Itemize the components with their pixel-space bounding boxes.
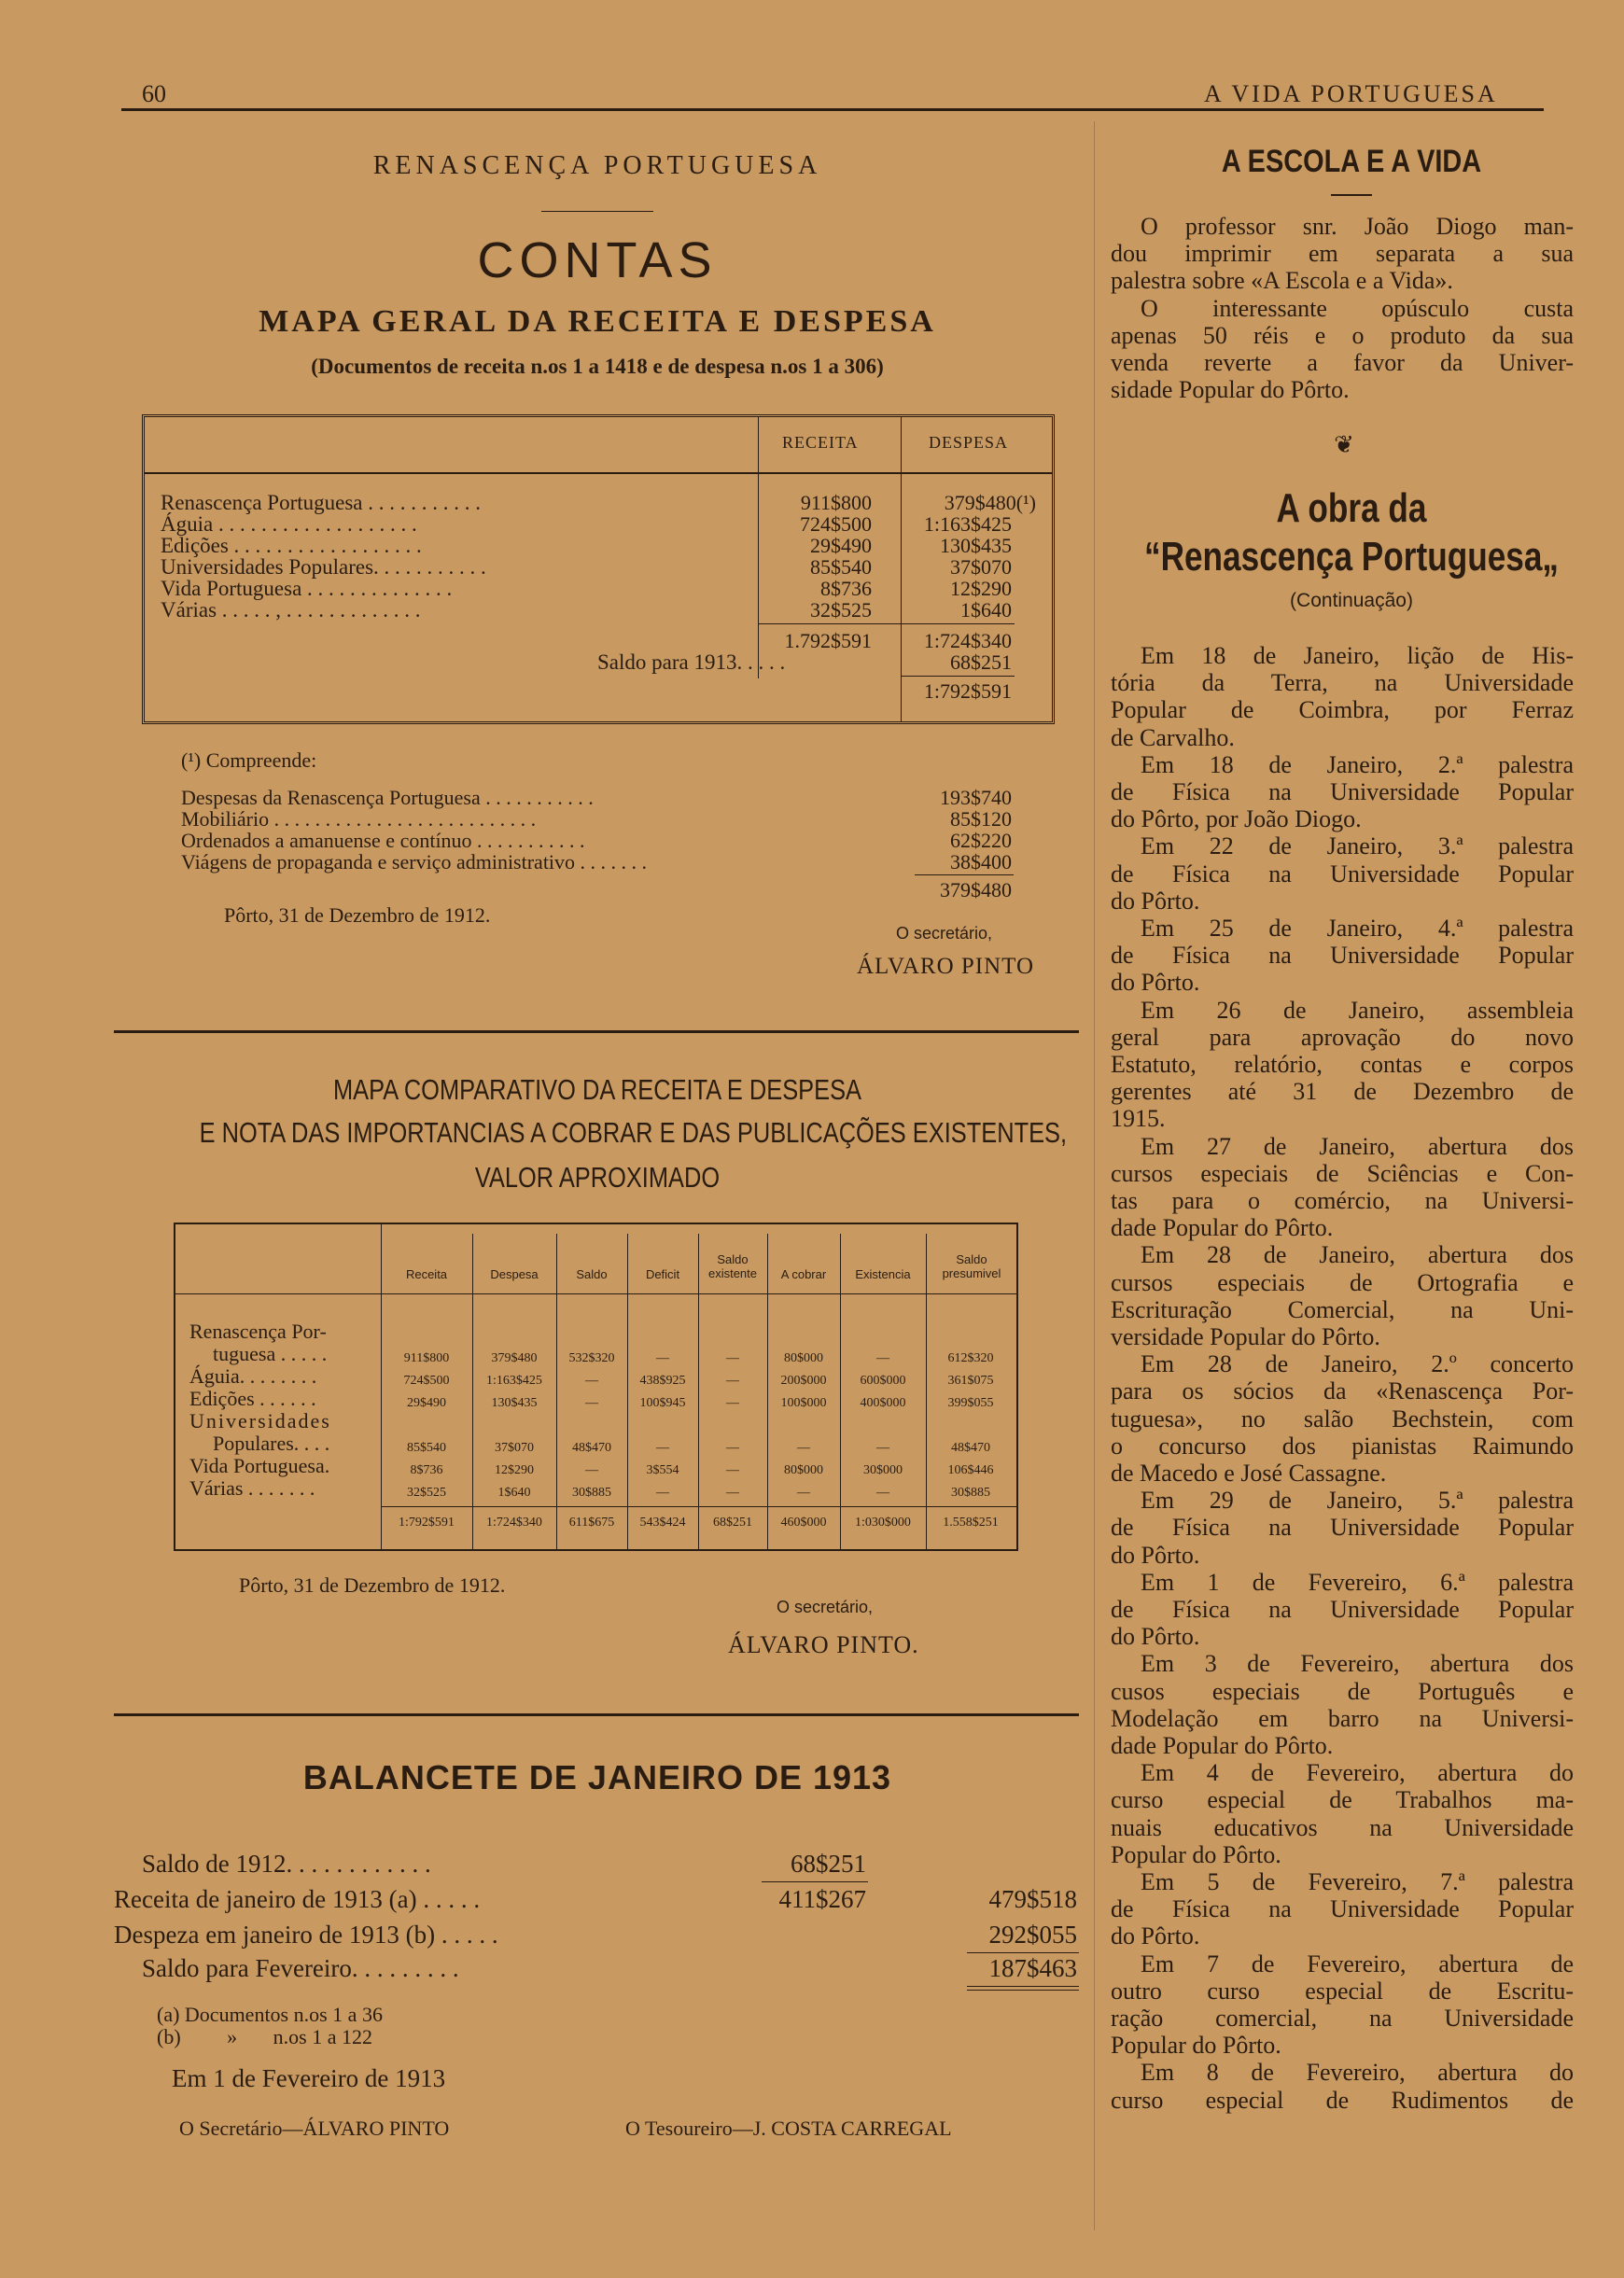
balancete-col2-value: 187$463	[988, 1954, 1077, 1982]
article-line: o concurso dos pianistas Raimundo	[1111, 1432, 1574, 1460]
footnote-item-value: 193$740	[940, 786, 1012, 809]
footnote-item-label: Ordenados a amanuense e contínuo . . . . . . . . . . .	[181, 829, 585, 852]
table2-total-cell: 1.558$251	[943, 1516, 999, 1530]
fleuron-icon: ❦	[1334, 431, 1354, 458]
article-line: dade Popular do Pôrto.	[1111, 1732, 1334, 1759]
article-line: Em 22 de Janeiro, 3.ª palestra	[1141, 832, 1574, 860]
table2-row-label: Renascença Por-	[189, 1320, 327, 1343]
table1-receita-value: 29$490	[810, 534, 872, 557]
article-line: Em 5 de Fevereiro, 7.ª palestra	[1141, 1868, 1574, 1895]
table2-header: Despesa	[490, 1267, 539, 1281]
table2-cell: —	[656, 1441, 669, 1455]
table2-header: Existencia	[855, 1267, 911, 1281]
comparative-title-line3: VALOR APROXIMADO	[474, 1161, 721, 1194]
article-line: apenas 50 réis e o produto da sua	[1111, 321, 1574, 349]
balancete-final-rule	[967, 1986, 1079, 1987]
article-line: do Pôrto.	[1111, 1541, 1200, 1569]
article-line: ração comercial, na Universidade	[1111, 2005, 1574, 2032]
table2-row-label: Águia. . . . . . . .	[189, 1364, 317, 1388]
balancete-note-a: (a) Documentos n.os 1 a 36	[157, 2003, 383, 2026]
table1-receita-value: 724$500	[800, 512, 872, 536]
article-line: Modelação em barro na Universi-	[1111, 1704, 1574, 1732]
article-line: cursos especiais de Sciências e Con-	[1111, 1159, 1574, 1187]
table2-cell: 85$540	[407, 1441, 446, 1455]
article-line: Em 7 de Fevereiro, abertura de	[1141, 1950, 1574, 1978]
table2-row-label: Várias . . . . . . .	[189, 1476, 315, 1500]
receita-column-header: RECEITA	[782, 433, 859, 452]
balancete-secretary: O Secretário—ÁLVARO PINTO	[179, 2117, 450, 2140]
table1-despesa-value: 12$290	[950, 577, 1012, 600]
article-line: Em 28 de Janeiro, 2.º concerto	[1141, 1350, 1574, 1378]
escola-short-rule	[1331, 194, 1372, 196]
saldo-value: 68$251	[950, 650, 1012, 674]
header-rule	[121, 108, 1544, 111]
table2-header: Saldo existente	[707, 1252, 758, 1280]
footnote-total: 379$480	[940, 878, 1012, 901]
comparative-secretary-label: O secretário,	[777, 1598, 874, 1616]
footnote-item-label: Despesas da Renascença Portuguesa . . . . . . . . . . .	[181, 786, 594, 809]
table1-row-label: Várias . . . . . , . . . . . . . . . . . . .	[161, 598, 421, 622]
balancete-line-label: Receita de janeiro de 1913 (a) . . . . .	[114, 1885, 481, 1913]
article-line: geral para aprovação do novo	[1111, 1023, 1574, 1051]
table2-cell: 48$470	[951, 1441, 990, 1455]
escola-title: A ESCOLA E A VIDA	[1221, 144, 1482, 179]
article-line: de Física na Universidade Popular	[1111, 1895, 1574, 1923]
footnote-place-date: Pôrto, 31 de Dezembro de 1912.	[224, 903, 491, 927]
balancete-col1-value: 411$267	[778, 1885, 866, 1913]
article-line: curso especial de Trabalhos ma-	[1111, 1786, 1574, 1814]
table2-cell: 30$885	[951, 1486, 990, 1500]
table1-receita-value: 32$525	[810, 598, 872, 622]
article-line: palestra sobre «A Escola e a Vida».	[1111, 267, 1453, 295]
article-line: Popular de Coimbra, por Ferraz	[1111, 696, 1574, 724]
article-line: Em 8 de Fevereiro, abertura do	[1141, 2059, 1574, 2087]
balancete-line-label: Despeza em janeiro de 1913 (b) . . . . .	[114, 1921, 498, 1949]
table1-total-despesa: 1:724$340	[923, 629, 1012, 652]
table2-row-label: Populares. . . .	[213, 1432, 330, 1455]
table2-cell: 724$500	[403, 1374, 450, 1388]
section-divider	[114, 1030, 1079, 1033]
comparative-place-date: Pôrto, 31 de Dezembro de 1912.	[239, 1573, 506, 1597]
table2-cell: 612$320	[947, 1351, 994, 1365]
table2-cell: 1:163$425	[486, 1374, 542, 1388]
table2-cell: 30$000	[863, 1463, 903, 1477]
balancete-line-label: Saldo de 1912. . . . . . . . . . . .	[142, 1850, 431, 1878]
article-line: cursos especiais de Ortografia e	[1111, 1268, 1574, 1296]
table1-grand-rule	[901, 676, 1015, 677]
column-separator	[1094, 121, 1095, 2230]
article-line: de Física na Universidade Popular	[1111, 942, 1574, 970]
table1-despesa-value: 379$480(¹)	[944, 491, 1036, 514]
running-title: A VIDA PORTUGUESA	[1204, 80, 1498, 107]
article-line: do Pôrto.	[1111, 887, 1200, 915]
table1-receita-value: 8$736	[820, 577, 872, 600]
balancete-date: Em 1 de Fevereiro de 1913	[172, 2064, 446, 2092]
balancete-line-label: Saldo para Fevereiro. . . . . . . . .	[142, 1954, 459, 1982]
table2-total-cell: 1:724$340	[486, 1516, 542, 1530]
article-line: Em 3 de Fevereiro, abertura dos	[1141, 1650, 1574, 1678]
article-line: Popular do Pôrto.	[1111, 2032, 1281, 2060]
article-line: Em 18 de Janeiro, lição de His-	[1141, 642, 1574, 669]
section-divider	[114, 1713, 1079, 1716]
table2-cell: 100$945	[639, 1396, 686, 1410]
table2-cell: —	[585, 1374, 598, 1388]
table2-row-label: Universidades	[189, 1409, 331, 1432]
balancete-title: BALANCETE DE JANEIRO DE 1913	[302, 1758, 892, 1796]
table1-row-label: Águia . . . . . . . . . . . . . . . . . . .	[161, 512, 417, 536]
table2-cell: 1$640	[497, 1486, 531, 1500]
table2-cell: —	[585, 1463, 598, 1477]
comparative-title-line1: MAPA COMPARATIVO DA RECEITA E DESPESA	[333, 1073, 861, 1106]
table2-row-label: Vida Portuguesa.	[189, 1454, 330, 1477]
article-line: nuais educativos na Universidade	[1111, 1813, 1574, 1841]
table2-total-cell: 1:030$000	[855, 1516, 911, 1530]
obra-continuation: (Continuação)	[1290, 590, 1413, 611]
table2-cell: 361$075	[947, 1374, 994, 1388]
contas-title: CONTAS	[477, 232, 718, 288]
table2-cell: 80$000	[784, 1351, 823, 1365]
table2-cell: —	[585, 1396, 598, 1410]
table2-row-label: Edições . . . . . .	[189, 1387, 316, 1410]
table1-despesa-value: 1$640	[960, 598, 1012, 622]
table2-cell: 106$446	[947, 1463, 994, 1477]
table2-cell: —	[726, 1374, 739, 1388]
obra-title-line2: “Renascença Portuguesa„	[1143, 534, 1560, 580]
table2-cell: 438$925	[639, 1374, 686, 1388]
table2-cell: 80$000	[784, 1463, 823, 1477]
balancete-col2-rule	[967, 1952, 1079, 1953]
balancete-col2-value: 479$518	[988, 1885, 1077, 1913]
table2-cell: 30$885	[572, 1486, 611, 1500]
table2-cell: 3$554	[646, 1463, 679, 1477]
section-title: RENASCENÇA PORTUGUESA	[372, 151, 822, 180]
article-line: Estatuto, relatório, contas e corpos	[1111, 1051, 1574, 1078]
article-line: O professor snr. João Diogo man-	[1141, 213, 1574, 240]
table1-row-label: Vida Portuguesa . . . . . . . . . . . . . .	[161, 577, 453, 600]
table2-header: Saldo	[576, 1267, 608, 1281]
table2-cell: 12$290	[495, 1463, 534, 1477]
footnote-marker: (¹) Compreende:	[181, 748, 317, 772]
article-line: para os sócios da «Renascença Por-	[1111, 1377, 1574, 1405]
article-line: Escrituração Comercial, na Uni-	[1111, 1295, 1574, 1323]
footnote-item-value: 85$120	[950, 807, 1012, 831]
table2-cell: 8$736	[410, 1463, 443, 1477]
table2-cell: 48$470	[572, 1441, 611, 1455]
comparative-title-line2: E NOTA DAS IMPORTANCIAS A COBRAR E DAS PUBLICAÇÕES EXISTENTES,	[199, 1116, 1068, 1149]
table2-total-rule	[381, 1506, 1016, 1507]
footnote-secretary-label: O secretário,	[896, 924, 993, 943]
article-line: Em 29 de Janeiro, 5.ª palestra	[1141, 1487, 1574, 1515]
table2-cell: 911$800	[403, 1351, 450, 1365]
article-line: sidade Popular do Pôrto.	[1111, 376, 1350, 404]
article-line: cusos especiais de Português e	[1111, 1677, 1574, 1705]
table2-cell: —	[797, 1486, 810, 1500]
balancete-col2-value: 292$055	[988, 1921, 1077, 1949]
table1-header-rule	[145, 472, 1052, 474]
article-line: Em 27 de Janeiro, abertura dos	[1141, 1132, 1574, 1160]
article-line: Em 4 de Fevereiro, abertura do	[1141, 1759, 1574, 1787]
table2-total-cell: 543$424	[639, 1516, 686, 1530]
despesa-column-header: DESPESA	[929, 433, 1009, 452]
table2-header: A cobrar	[780, 1267, 827, 1281]
balancete-col1-value: 68$251	[791, 1850, 866, 1878]
article-line: do Pôrto.	[1111, 969, 1200, 997]
table2-cell: —	[876, 1351, 889, 1365]
article-line: de Macedo e José Cassagne.	[1111, 1460, 1387, 1487]
footnote-item-label: Mobiliário . . . . . . . . . . . . . . . . . . . . . . . . . .	[181, 807, 537, 831]
table2-cell: 130$435	[491, 1396, 538, 1410]
table2-cell: —	[876, 1441, 889, 1455]
table1-despesa-value: 130$435	[940, 534, 1012, 557]
footnote-item-value: 62$220	[950, 829, 1012, 852]
table1-grand-total: 1:792$591	[923, 679, 1012, 703]
footnote-secretary-name: ÁLVARO PINTO	[857, 954, 1035, 979]
table2-cell: —	[726, 1486, 739, 1500]
table2-cell: —	[726, 1463, 739, 1477]
table2-cell: 379$480	[491, 1351, 538, 1365]
balancete-final-rule	[967, 1990, 1079, 1991]
table1-row-label: Renascença Portuguesa . . . . . . . . . . .	[161, 491, 482, 514]
article-line: Em 28 de Janeiro, abertura dos	[1141, 1241, 1574, 1269]
table1-total-rule	[758, 623, 1015, 624]
table2-cell: 400$000	[860, 1396, 906, 1410]
table2-cell: —	[656, 1351, 669, 1365]
balancete-treasurer: O Tesoureiro—J. COSTA CARREGAL	[625, 2117, 952, 2140]
article-line: Em 18 de Janeiro, 2.ª palestra	[1141, 750, 1574, 778]
table2-total-cell: 611$675	[568, 1516, 615, 1530]
table2-cell: 32$525	[407, 1486, 446, 1500]
article-line: dade Popular do Pôrto.	[1111, 1214, 1334, 1242]
article-line: Em 25 de Janeiro, 4.ª palestra	[1141, 915, 1574, 942]
table2-header: Receita	[405, 1267, 448, 1281]
article-line: do Pôrto, por João Diogo.	[1111, 805, 1362, 833]
article-line: tuguesa», no salão Bechstein, com	[1111, 1405, 1574, 1432]
article-line: versidade Popular do Pôrto.	[1111, 1323, 1380, 1350]
table1-despesa-value: 37$070	[950, 555, 1012, 579]
table2-total-cell: 460$000	[780, 1516, 827, 1530]
table2-header: Deficit	[645, 1267, 680, 1281]
table2-cell: 200$000	[780, 1374, 827, 1388]
mapa-geral-title: MAPA GERAL DA RECEITA E DESPESA	[259, 304, 936, 339]
mapa-geral-subtitle: (Documentos de receita n.os 1 a 1418 e de despesa n.os 1 a 306)	[311, 355, 884, 378]
table2-cell: —	[876, 1486, 889, 1500]
table2-cell: —	[656, 1486, 669, 1500]
table2-col-divider	[926, 1234, 927, 1549]
obra-title-line1: A obra da	[1276, 485, 1427, 531]
table1-despesa-value: 1:163$425	[923, 512, 1012, 536]
table2-cell: 600$000	[860, 1374, 906, 1388]
balancete-note-b: (b) » n.os 1 a 122	[157, 2025, 372, 2048]
table2-row-label: tuguesa . . . . .	[213, 1342, 328, 1365]
footnote-item-label: Viágens de propaganda e serviço administrativo . . . . . . .	[181, 850, 648, 873]
article-line: do Pôrto.	[1111, 1623, 1200, 1651]
table2-cell: 399$055	[947, 1396, 994, 1410]
table1-total-receita: 1.792$591	[784, 629, 872, 652]
article-line: curso especial de Rudimentos de	[1111, 2086, 1574, 2114]
table2-cell: —	[726, 1351, 739, 1365]
article-line: de Física na Universidade Popular	[1111, 1596, 1574, 1623]
table2-cell: —	[726, 1396, 739, 1410]
comparative-secretary-name: ÁLVARO PINTO.	[728, 1631, 919, 1658]
article-line: venda reverte a favor da Univer-	[1111, 349, 1574, 376]
table2-cell: 532$320	[568, 1351, 615, 1365]
footnote-item-value: 38$400	[950, 850, 1012, 873]
article-line: outro curso especial de Escritu-	[1111, 1977, 1574, 2005]
article-line: Em 26 de Janeiro, assembleia	[1141, 996, 1574, 1024]
table1-receita-value: 911$800	[800, 491, 872, 514]
table2-total-cell: 1:792$591	[399, 1516, 455, 1530]
table2-cell: 37$070	[495, 1441, 534, 1455]
article-line: do Pôrto.	[1111, 1922, 1200, 1950]
footnote-total-rule	[915, 874, 1014, 875]
table2-cell: —	[797, 1441, 810, 1455]
article-line: de Carvalho.	[1111, 723, 1235, 751]
article-line: dou imprimir em separata a sua	[1111, 240, 1574, 268]
table2-header: Saldo presumivel	[942, 1252, 1001, 1280]
article-line: de Física na Universidade Popular	[1111, 778, 1574, 805]
table2-col-divider	[698, 1234, 699, 1549]
table1-receita-value: 85$540	[810, 555, 872, 579]
table2-cell: 100$000	[780, 1396, 827, 1410]
table2-header-rule	[175, 1293, 1016, 1294]
article-line: gerentes até 31 de Dezembro de	[1111, 1078, 1574, 1106]
table1-row-label: Universidades Populares. . . . . . . . . . .	[161, 555, 486, 579]
saldo-label: Saldo para 1913. . . . .	[597, 650, 786, 674]
article-line: Em 1 de Fevereiro, 6.ª palestra	[1141, 1568, 1574, 1596]
article-line: tas para o comércio, na Universi-	[1111, 1187, 1574, 1214]
article-line: O interessante opúsculo custa	[1141, 294, 1574, 322]
balancete-col1-rule	[762, 1881, 868, 1882]
table2-cell: 29$490	[407, 1396, 446, 1410]
short-divider	[541, 211, 653, 212]
table2-total-cell: 68$251	[713, 1516, 752, 1530]
article-line: Popular do Pôrto.	[1111, 1840, 1281, 1868]
page-number: 60	[142, 80, 166, 107]
article-line: 1915.	[1111, 1105, 1166, 1133]
article-line: de Física na Universidade Popular	[1111, 1514, 1574, 1542]
article-line: tória da Terra, na Universidade	[1111, 669, 1574, 697]
table1-row-label: Edições . . . . . . . . . . . . . . . . . .	[161, 534, 422, 557]
table2-cell: —	[726, 1441, 739, 1455]
article-line: de Física na Universidade Popular	[1111, 859, 1574, 887]
